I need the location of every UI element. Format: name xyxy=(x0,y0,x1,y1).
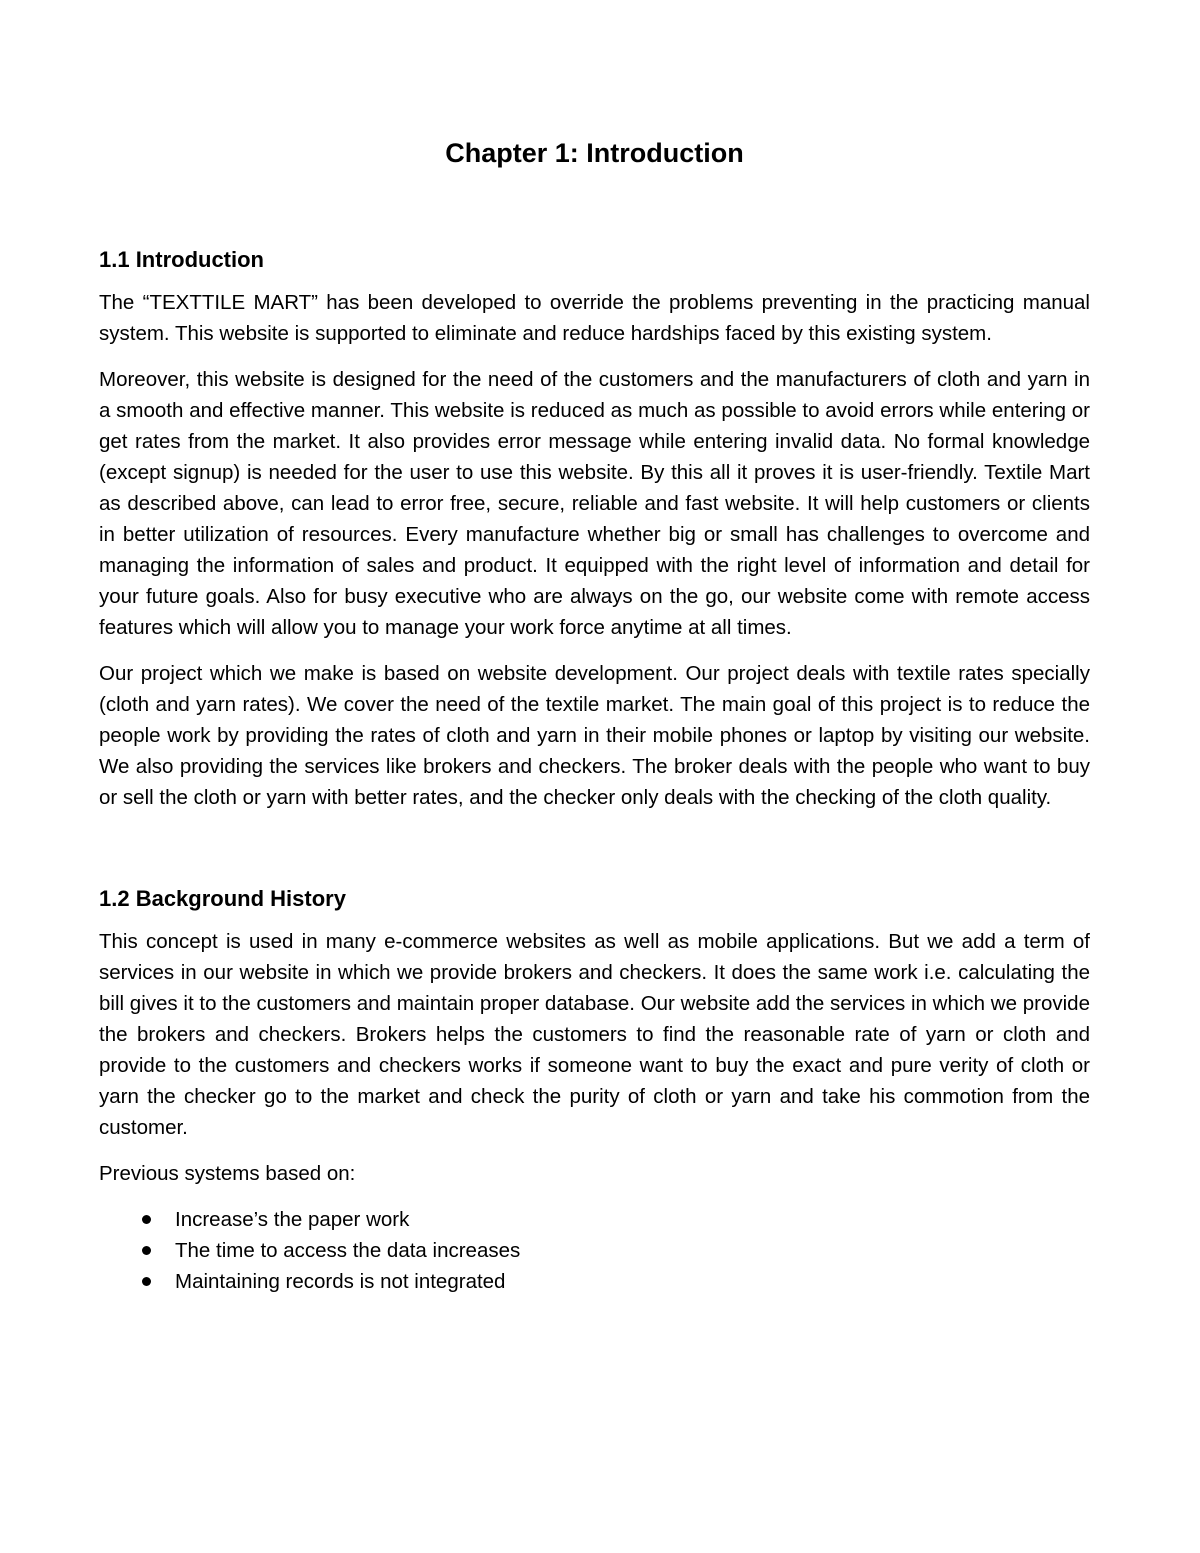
bullet-icon xyxy=(142,1277,151,1286)
background-paragraph-1: This concept is used in many e-commerce websites as well as mobile applications. But we add a term of services in our website in which we provide brokers and checkers. It does the same work i.e. calculating the bill gives it to the customers and maintain proper database. Our website add the services in which we provide the brokers and checkers. Brokers helps the customers to find the reasonable rate of yarn or cloth and provide to the customers and checkers works if someone want to buy the exact and pure verity of cloth or yarn the checker go to the market and check the purity of cloth or yarn and take his commotion from the customer. xyxy=(99,930,1090,1139)
list-item-text: Increase’s the paper work xyxy=(175,1208,410,1231)
list-item xyxy=(175,1235,1090,1266)
section-background-history xyxy=(99,884,1090,1297)
intro-paragraph-1: The “TEXTTILE MART” has been developed to override the problems preventing in the practicing manual system. This website is supported to eliminate and reduce hardships faced by this existing system. xyxy=(99,291,1090,345)
previous-systems-list xyxy=(99,1204,1090,1297)
list-item-text: The time to access the data increases xyxy=(175,1239,521,1262)
intro-paragraph-2: Moreover, this website is designed for the need of the customers and the manufacturers of cloth and yarn in a smooth and effective manner. This website is reduced as much as possible to avoid errors while entering or get rates from the market. It also provides error message while entering invalid data. No formal knowledge (except signup) is needed for the user to use this website. By this all it proves it is user-friendly. Textile Mart as described above, can lead to error free, secure, reliable and fast website. It will help customers or clients in better utilization of resources. Every manufacture whether big or small has challenges to overcome and managing the information of sales and product. It equipped with the right level of information and detail for your future goals. Also for busy executive who are always on the go, our website come with remote access features which will allow you to manage your work force anytime at all times. xyxy=(99,368,1090,639)
page-content xyxy=(99,133,1090,1297)
section-spacer xyxy=(99,828,1090,884)
section-introduction xyxy=(99,245,1090,813)
section-heading-background-history: 1.2 Background History xyxy=(99,886,346,911)
list-item-text: Maintaining records is not integrated xyxy=(175,1270,506,1293)
intro-paragraph-3: Our project which we make is based on website development. Our project deals with textile rates specially (cloth and yarn rates). We cover the need of the textile market. The main goal of this project is to reduce the people work by providing the rates of cloth and yarn in their mobile phones or laptop by visiting our website. We also providing the services like brokers and checkers. The broker deals with the people who want to buy or sell the cloth or yarn with better rates, and the checker only deals with the checking of the cloth quality. xyxy=(99,662,1090,809)
section-heading-introduction: 1.1 Introduction xyxy=(99,247,264,272)
list-item xyxy=(175,1204,1090,1235)
bullet-icon xyxy=(142,1246,151,1255)
bullet-icon xyxy=(142,1215,151,1224)
previous-systems-label: Previous systems based on: xyxy=(99,1162,356,1185)
chapter-title: Chapter 1: Introduction xyxy=(445,138,744,168)
list-item xyxy=(175,1266,1090,1297)
